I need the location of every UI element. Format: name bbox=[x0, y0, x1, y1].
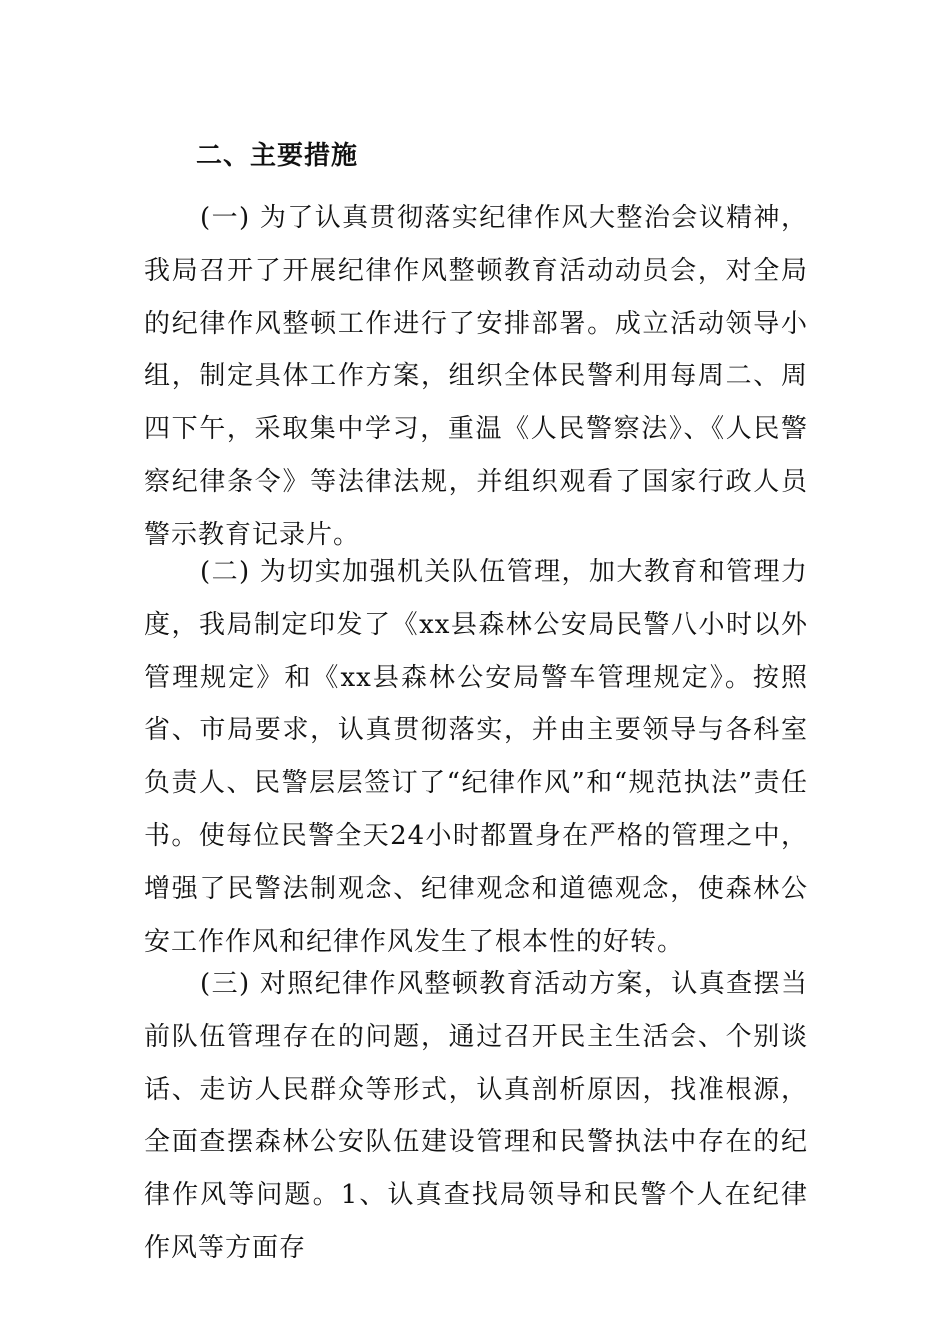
paragraph-3: (三) 对照纪律作风整顿教育活动方案，认真查摆当前队伍管理存在的问题，通过召开民主生活会、个别谈话、走访人民群众等形式，认真剖析原因，找准根源，全面查摆森林公安队伍建设管理和民警执法中存在的纪律作风等问题。1、认真查找局领导和民警个人在纪律作风等方面存 bbox=[144, 969, 808, 1263]
section-heading: 二、主要措施 bbox=[196, 141, 359, 171]
paragraph-1: (一) 为了认真贯彻落实纪律作风大整治会议精神，我局召开了开展纪律作风整顿教育活动动员会，对全局的纪律作风整顿工作进行了安排部署。成立活动领导小组，制定具体工作方案，组织全体民警利用每周二、周四下午，采取集中学习，重温《人民警察法》、《人民警察纪律条令》等法律法规，并组织观看了国家行政人员警示教育记录片。 bbox=[144, 203, 808, 550]
paragraph-2: (二) 为切实加强机关队伍管理，加大教育和管理力度，我局制定印发了《xx县森林公安局民警八小时以外管理规定》和《xx县森林公安局警车管理规定》。按照省、市局要求，认真贯彻落实，并由主要领导与各科室负责人、民警层层签订了“纪律作风”和“规范执法”责任书。使每位民警全天24小时都置身在严格的管理之中，增强了民警法制观念、纪律观念和道德观念，使森林公安工作作风和纪律作风发生了根本性的好转。 bbox=[144, 557, 808, 957]
